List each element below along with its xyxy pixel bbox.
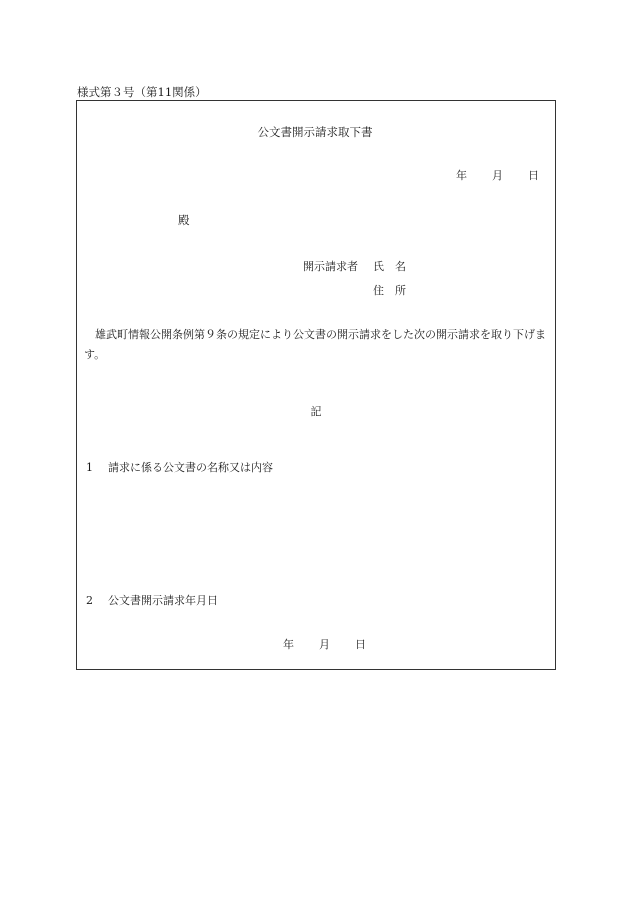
item-2 bbox=[86, 592, 218, 608]
request-date-month-label: 月 bbox=[319, 638, 330, 651]
requester-name-label: 氏 名 bbox=[373, 260, 406, 273]
body-text: 雄武町情報公開条例第９条の規定により公文書の開示請求をした次の開示請求を取り下げます。 bbox=[84, 328, 546, 361]
date-month-label: 月 bbox=[492, 169, 503, 182]
requester-label: 開示請求者 bbox=[303, 260, 358, 273]
ki-heading: 記 bbox=[310, 405, 322, 418]
form-frame bbox=[76, 100, 556, 670]
requester-address-label: 住 所 bbox=[373, 284, 406, 297]
item-number: 1 bbox=[86, 461, 93, 474]
form-number: 様式第３号（第11関係） bbox=[77, 85, 207, 99]
item-label: 公文書開示請求年月日 bbox=[108, 594, 218, 607]
document-title: 公文書開示請求取下書 bbox=[257, 125, 373, 139]
item-number: 2 bbox=[86, 594, 93, 607]
item-label: 請求に係る公文書の名称又は内容 bbox=[108, 461, 273, 474]
date-day-label: 日 bbox=[528, 169, 539, 182]
request-date-day-label: 日 bbox=[355, 638, 366, 651]
addressee-suffix: 殿 bbox=[178, 213, 190, 227]
date-year-label: 年 bbox=[456, 169, 467, 182]
item-1 bbox=[86, 459, 273, 475]
request-date-year-label: 年 bbox=[283, 638, 294, 651]
